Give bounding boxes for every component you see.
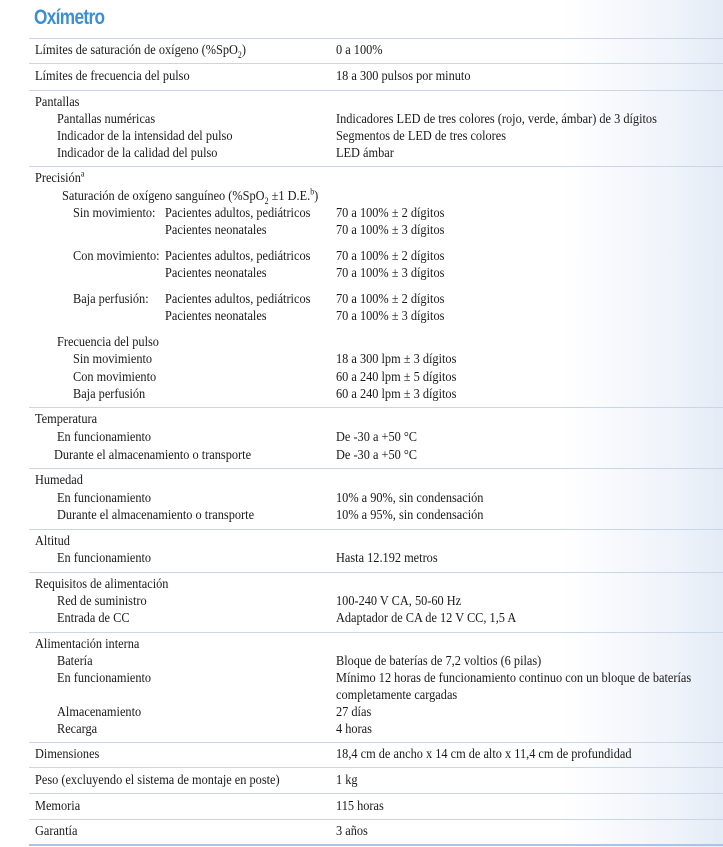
condition-label: Baja perfusión: — [73, 292, 149, 307]
precision-value: 70 a 100% ± 3 dígitos — [336, 309, 445, 324]
patients-label: Pacientes neonatales — [165, 266, 267, 281]
section-label: Requisitos de alimentación — [35, 577, 169, 592]
item-label: Pantallas numéricas — [57, 112, 156, 127]
item-value: 27 días — [336, 705, 372, 720]
item-label: Almacenamiento — [57, 705, 142, 720]
item-label: Entrada de CC — [57, 611, 130, 626]
item-label: En funcionamiento — [57, 491, 152, 506]
item-value: 10% a 95%, sin condensación — [336, 508, 484, 523]
patients-label: Pacientes adultos, pediátricos — [165, 206, 311, 221]
section-label: Humedad — [35, 473, 83, 488]
item-label: Durante el almacenamiento o transporte — [54, 448, 252, 463]
separator — [29, 38, 723, 39]
row-label: Límites de frecuencia del pulso — [35, 69, 190, 84]
item-label: En funcionamiento — [57, 551, 152, 566]
separator — [29, 742, 723, 743]
page-title: Oxímetro — [34, 6, 105, 29]
row-label: Límites de saturación de oxígeno (%SpO$_2$) — [35, 43, 246, 60]
condition-label: Con movimiento: — [73, 249, 160, 264]
item-value: 100-240 V CA, 50-60 Hz — [336, 594, 462, 609]
condition-label: Sin movimiento: — [73, 206, 156, 221]
row-label: Memoria — [35, 799, 81, 814]
separator — [29, 767, 723, 768]
item-value: De -30 a +50 °C — [336, 448, 418, 463]
precision-value: 70 a 100% ± 2 dígitos — [336, 249, 445, 264]
row-value: 3 años — [336, 824, 368, 839]
item-value: 18 a 300 lpm ± 3 dígitos — [336, 352, 457, 367]
separator — [29, 819, 723, 820]
separator — [29, 793, 723, 794]
separator — [29, 63, 723, 64]
pulse-rate-label: Frecuencia del pulso — [57, 335, 159, 350]
row-label: Garantía — [35, 824, 78, 839]
separator — [29, 632, 723, 633]
item-label: Durante el almacenamiento o transporte — [57, 508, 255, 523]
row-value: 18 a 300 pulsos por minuto — [336, 69, 471, 84]
item-label: Sin movimiento — [73, 352, 153, 367]
item-value: Hasta 12.192 metros — [336, 551, 438, 566]
item-value: 60 a 240 lpm ± 3 dígitos — [336, 387, 457, 402]
item-value: Segmentos de LED de tres colores — [336, 129, 507, 144]
item-label: En funcionamiento — [57, 671, 152, 686]
item-value-continued: completamente cargadas — [336, 688, 458, 703]
section-label: Altitud — [35, 534, 70, 549]
item-label: Batería — [57, 654, 93, 669]
item-value: 60 a 240 lpm ± 5 dígitos — [336, 370, 457, 385]
separator — [29, 90, 723, 91]
item-value: Indicadores LED de tres colores (rojo, verde, ámbar) de 3 dígitos — [336, 112, 657, 127]
bottom-rule — [29, 844, 723, 846]
precision-value: 70 a 100% ± 3 dígitos — [336, 266, 445, 281]
item-value: 4 horas — [336, 722, 372, 737]
precision-value: 70 a 100% ± 3 dígitos — [336, 223, 445, 238]
separator — [29, 166, 723, 167]
section-label: Precisión$^a$ — [35, 168, 85, 186]
row-label: Peso (excluyendo el sistema de montaje en poste) — [35, 773, 280, 788]
item-label: Recarga — [57, 722, 98, 737]
patients-label: Pacientes neonatales — [165, 309, 267, 324]
section-label: Pantallas — [35, 95, 80, 110]
patients-label: Pacientes adultos, pediátricos — [165, 249, 311, 264]
row-value: 18,4 cm de ancho x 14 cm de alto x 11,4 cm de profundidad — [336, 747, 632, 762]
section-label: Alimentación interna — [35, 637, 140, 652]
item-label: En funcionamiento — [57, 430, 152, 445]
row-value: 1 kg — [336, 773, 358, 788]
separator — [29, 572, 723, 573]
separator — [29, 407, 723, 408]
item-value: Adaptador de CA de 12 V CC, 1,5 A — [336, 611, 517, 626]
patients-label: Pacientes adultos, pediátricos — [165, 292, 311, 307]
row-value: 0 a 100% — [336, 43, 383, 58]
saturation-label: Saturación de oxígeno sanguíneo (%SpO$_2$ ±1 D.E.$^b$) — [62, 186, 319, 206]
item-label: Red de suministro — [57, 594, 147, 609]
separator — [29, 468, 723, 469]
row-value: 115 horas — [336, 799, 384, 814]
precision-value: 70 a 100% ± 2 dígitos — [336, 206, 445, 221]
item-value: De -30 a +50 °C — [336, 430, 418, 445]
separator — [29, 529, 723, 530]
patients-label: Pacientes neonatales — [165, 223, 267, 238]
row-label: Dimensiones — [35, 747, 100, 762]
item-value: Mínimo 12 horas de funcionamiento continuo con un bloque de baterías — [336, 671, 692, 686]
item-label: Con movimiento — [73, 370, 157, 385]
item-value: Bloque de baterías de 7,2 voltios (6 pilas) — [336, 654, 542, 669]
item-label: Indicador de la intensidad del pulso — [57, 129, 233, 144]
section-label: Temperatura — [35, 412, 98, 427]
item-value: LED ámbar — [336, 146, 394, 161]
item-value: 10% a 90%, sin condensación — [336, 491, 484, 506]
item-label: Baja perfusión — [73, 387, 146, 402]
precision-value: 70 a 100% ± 2 dígitos — [336, 292, 445, 307]
item-label: Indicador de la calidad del pulso — [57, 146, 218, 161]
